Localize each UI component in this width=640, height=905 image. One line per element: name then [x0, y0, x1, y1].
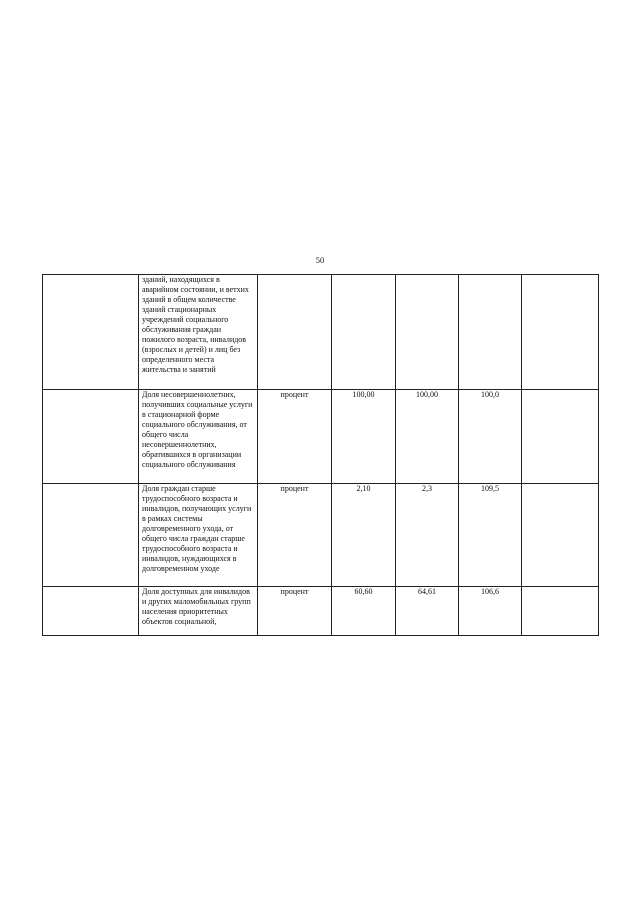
indicator-name-cell: Доля несовершеннолетних, получивших социальные услуги в стационарной форме социального обслуживания, от общего числа несовершеннолетних, обратившихся в организации социального обслуживания: [139, 390, 258, 484]
fact-value-cell: 64,61: [396, 587, 459, 636]
table-row: [43, 390, 599, 484]
table-row: [43, 587, 599, 636]
percent-cell: [459, 275, 522, 390]
percent-cell: 109,5: [459, 484, 522, 587]
plan-value-cell: 60,60: [332, 587, 396, 636]
first-column-cell: [43, 390, 139, 484]
plan-value-cell: 2,10: [332, 484, 396, 587]
first-column-cell: [43, 275, 139, 390]
first-column-cell: [43, 587, 139, 636]
unit-cell: процент: [258, 390, 332, 484]
indicators-table: [42, 274, 599, 636]
table-row: [43, 275, 599, 390]
unit-cell: процент: [258, 484, 332, 587]
indicator-name-cell: Доля граждан старше трудоспособного возраста и инвалидов, получающих услуги в рамках системы долговременного ухода, от общего числа граждан старше трудоспособного возраста и инвалидов, нуждающихся в долговременном уходе: [139, 484, 258, 587]
percent-cell: 100,0: [459, 390, 522, 484]
note-cell: [522, 484, 599, 587]
plan-value-cell: 100,00: [332, 390, 396, 484]
unit-cell: процент: [258, 587, 332, 636]
fact-value-cell: 100,00: [396, 390, 459, 484]
table-row: [43, 484, 599, 587]
fact-value-cell: 2,3: [396, 484, 459, 587]
plan-value-cell: [332, 275, 396, 390]
note-cell: [522, 275, 599, 390]
note-cell: [522, 587, 599, 636]
fact-value-cell: [396, 275, 459, 390]
indicator-name-cell: зданий, находящихся в аварийном состоянии, и ветхих зданий в общем количестве зданий стационарных учреждений социального обслуживания граждан пожилого возраста, инвалидов (взрослых и детей) и лиц без определенного места жительства и занятий: [139, 275, 258, 390]
unit-cell: [258, 275, 332, 390]
first-column-cell: [43, 484, 139, 587]
indicator-name-cell: Доля доступных для инвалидов и других маломобильных групп населения приоритетных объектов социальной,: [139, 587, 258, 636]
percent-cell: 106,6: [459, 587, 522, 636]
page-number: 50: [315, 255, 325, 265]
note-cell: [522, 390, 599, 484]
